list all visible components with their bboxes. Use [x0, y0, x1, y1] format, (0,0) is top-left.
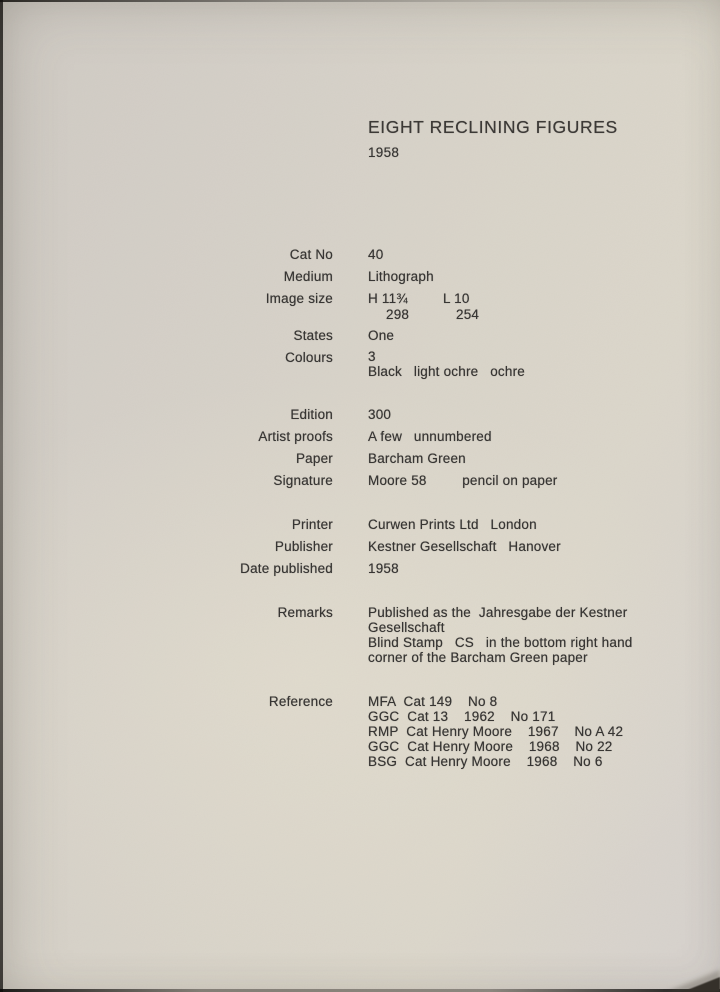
image-size-length-mm: 254 [456, 306, 480, 322]
remarks-line: corner of the Barcham Green paper [368, 650, 588, 665]
field-value-printer: Curwen Prints Ltd London [368, 517, 537, 532]
image-size-height-mm: 298 [386, 306, 410, 322]
field-value-date-published: 1958 [368, 561, 399, 576]
field-value-image-size [368, 291, 678, 322]
page-title: EIGHT RECLINING FIGURES [368, 117, 618, 137]
remarks-line: Gesellschaft [368, 620, 445, 635]
field-value-cat-no: 40 [368, 247, 384, 262]
field-value-publisher: Kestner Gesellschaft Hanover [368, 539, 561, 554]
image-size-height-inches: H 11¾ [368, 291, 408, 306]
reference-line: RMP Cat Henry Moore 1967 No A 42 [368, 724, 624, 739]
field-label-publisher: Publisher [274, 539, 333, 554]
remarks-line: Published as the Jahresgabe der Kestner [368, 605, 628, 620]
colours-count: 3 [368, 349, 376, 364]
field-value-edition: 300 [368, 407, 392, 422]
field-value-remarks [368, 605, 678, 665]
reference-line: GGC Cat 13 1962 No 171 [368, 709, 556, 724]
field-label-states: States [293, 328, 333, 343]
field-value-artist-proofs: A few unnumbered [368, 429, 492, 444]
field-label-medium: Medium [283, 269, 333, 284]
field-value-medium: Lithograph [368, 269, 434, 284]
field-label-printer: Printer [291, 517, 333, 532]
field-value-colours [368, 350, 678, 379]
remarks-line: Blind Stamp CS in the bottom right hand [368, 635, 633, 650]
reference-line: GGC Cat Henry Moore 1968 No 22 [368, 739, 613, 754]
field-value-states: One [368, 328, 395, 343]
field-label-date-published: Date published [240, 561, 333, 576]
page-year: 1958 [368, 145, 400, 160]
field-value-paper: Barcham Green [368, 451, 466, 466]
scan-edge-left [0, 0, 3, 992]
field-label-image-size: Image size [265, 291, 333, 306]
page-corner-fold [682, 977, 720, 992]
field-label-remarks: Remarks [277, 605, 333, 620]
field-label-edition: Edition [290, 407, 333, 422]
field-label-cat-no: Cat No [289, 247, 333, 262]
image-size-length-inches: L 10 [443, 291, 470, 306]
field-value-signature: Moore 58 pencil on paper [368, 473, 558, 488]
field-label-reference: Reference [268, 694, 333, 709]
reference-line: BSG Cat Henry Moore 1968 No 6 [368, 754, 603, 769]
scan-edge-top [0, 0, 720, 2]
colours-names: Black light ochre ochre [368, 363, 525, 379]
field-label-paper: Paper [295, 451, 333, 466]
field-label-artist-proofs: Artist proofs [258, 429, 333, 444]
field-label-colours: Colours [285, 350, 333, 365]
field-value-reference [368, 694, 678, 769]
reference-line: MFA Cat 149 No 8 [368, 694, 498, 709]
field-label-signature: Signature [273, 473, 333, 488]
